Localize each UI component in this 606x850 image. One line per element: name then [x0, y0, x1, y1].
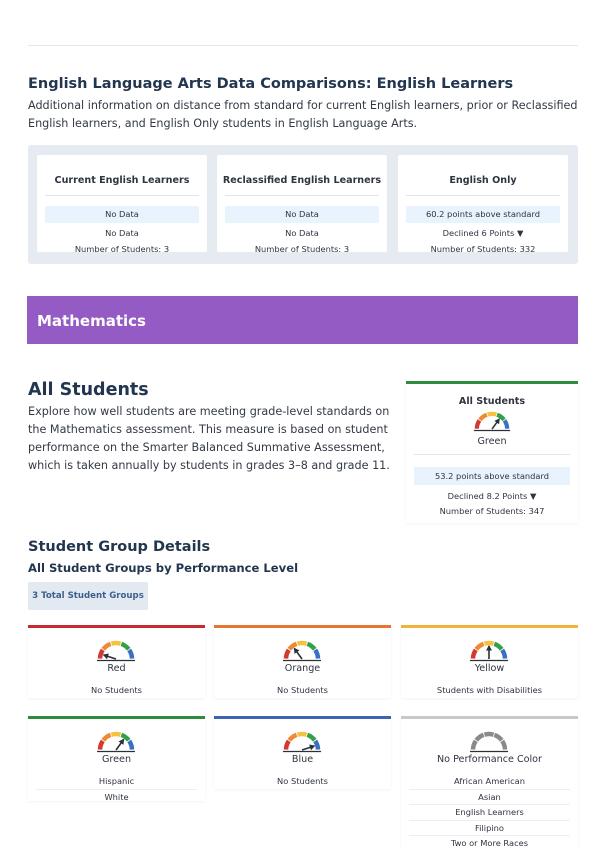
status-pill: No Data: [225, 206, 379, 223]
gauge-segment-orange: [480, 415, 487, 420]
performance-gauge-icon: [282, 729, 322, 753]
student-group-details-title: Student Group Details: [28, 539, 211, 555]
list-item: Hispanic: [36, 774, 197, 790]
comparison-card-reclassified-el: [217, 155, 387, 252]
top-divider: [28, 45, 578, 46]
gauge-segment-red: [286, 741, 289, 750]
list-item: Two or More Races: [450, 838, 529, 848]
list-item: White: [104, 791, 129, 802]
gauge-segment-orange: [476, 644, 483, 649]
comparison-card-title: English Only: [449, 175, 517, 186]
gauge-segment-blue: [315, 741, 318, 750]
performance-level-label: No Performance Color: [437, 754, 542, 765]
list-item: No Students: [277, 776, 328, 786]
gauge-segment-green: [494, 644, 501, 649]
gauge-segment-yellow: [111, 643, 120, 644]
comparison-card-title: Current English Learners: [54, 175, 190, 186]
comparison-card-english-only: [398, 155, 568, 252]
all-students-card-title: All Students: [458, 396, 526, 407]
ela-comparisons-description: Additional information on distance from standard for current English learners, prior or Reclassified English learners, and English Only students in English Language Arts.: [28, 99, 578, 130]
performance-level-label: Yellow: [474, 663, 505, 674]
gauge-segment-orange: [103, 735, 110, 740]
gauge-segment-orange: [103, 644, 110, 649]
student-count: Number of Students: 3: [254, 244, 350, 254]
list-item: Filipino: [409, 821, 570, 837]
change-text: No Data: [285, 228, 319, 238]
performance-gauge-icon: [96, 638, 136, 662]
performance-level-card-red: [28, 625, 205, 698]
divider: [45, 195, 199, 196]
student-count: Number of Students: 332: [430, 244, 536, 254]
performance-gauge-icon: [473, 409, 511, 432]
performance-level-label: Blue: [291, 754, 314, 765]
change-text: Declined 8.2 Points ▼: [447, 491, 537, 501]
ela-comparison-panel: [28, 145, 578, 264]
student-count: Number of Students: 3: [74, 244, 170, 254]
list-item: African American: [409, 774, 570, 790]
ela-comparisons-title: English Language Arts Data Comparisons: English Learners: [28, 76, 514, 92]
gauge-segment-green: [121, 735, 128, 740]
gauge-segment-orange: [289, 735, 296, 740]
performance-level-card-green: [28, 716, 205, 801]
list-item: No Students: [277, 685, 328, 695]
gauge-segment-orange: [476, 735, 483, 740]
performance-gauge-icon: [96, 729, 136, 753]
gauge-segment-green: [497, 415, 504, 420]
performance-level-card-no-color: [401, 716, 578, 850]
performance-gauge-icon: [469, 729, 509, 753]
list-item: English Learners: [409, 805, 570, 821]
comparison-card-title: Reclassified English Learners: [222, 175, 382, 186]
gauge-segment-red: [473, 741, 476, 750]
gauge-segment-green: [121, 644, 128, 649]
gauge-segment-red: [286, 650, 289, 659]
all-students-description: Explore how well students are meeting grade-level standards on the Mathematics assessment. This measure is based on student performance on the Smarter Balanced Summative Assessment, which is taken annually by students in grades 3–8 and grade 11.: [28, 405, 390, 472]
list-item: Asian: [409, 790, 570, 806]
gauge-segment-green: [307, 735, 314, 740]
divider: [414, 454, 570, 455]
gauge-segment-yellow: [484, 643, 493, 644]
gauge-segment-red: [100, 741, 103, 750]
status-pill: 53.2 points above standard: [414, 467, 570, 485]
change-text: Declined 6 Points ▼: [442, 228, 524, 238]
divider: [225, 195, 379, 196]
performance-level-card-orange: [214, 625, 391, 698]
list-item: No Students: [91, 685, 142, 695]
performance-gauge-icon: [282, 638, 322, 662]
gauge-segment-yellow: [488, 414, 497, 415]
gauge-segment-yellow: [111, 734, 120, 735]
gauge-segment-yellow: [297, 734, 306, 735]
status-pill: 60.2 points above standard: [406, 206, 560, 223]
status-pill: No Data: [45, 206, 199, 223]
performance-color-label: Green: [477, 436, 507, 447]
performance-level-card-yellow: [401, 625, 578, 698]
gauge-segment-yellow: [297, 643, 306, 644]
mathematics-banner: [27, 296, 578, 344]
total-student-groups-button[interactable]: 3 Total Student Groups: [28, 582, 148, 610]
gauge-segment-blue: [129, 741, 132, 750]
gauge-segment-blue: [505, 420, 508, 428]
performance-level-label: Orange: [284, 663, 321, 674]
mathematics-banner-title: Mathematics: [37, 312, 146, 330]
gauge-segment-blue: [315, 650, 318, 659]
gauge-segment-red: [473, 650, 476, 659]
gauge-needle-head: [486, 645, 492, 651]
gauge-segment-blue: [502, 650, 505, 659]
performance-level-label: Red: [107, 663, 126, 674]
gauge-segment-yellow: [484, 734, 493, 735]
gauge-segment-red: [477, 420, 480, 428]
change-text: No Data: [105, 228, 139, 238]
gauge-segment-orange: [289, 644, 296, 649]
gauge-segment-green: [494, 735, 501, 740]
comparison-card-current-el: [37, 155, 207, 252]
divider: [406, 195, 560, 196]
performance-gauge-icon: [469, 638, 509, 662]
performance-level-card-blue: [214, 716, 391, 789]
gauge-segment-red: [100, 650, 103, 659]
student-count: Number of Students: 347: [439, 506, 545, 516]
gauge-segment-green: [307, 644, 314, 649]
student-groups-subtitle: All Student Groups by Performance Level: [28, 561, 299, 575]
gauge-segment-blue: [129, 650, 132, 659]
all-students-card: [406, 381, 578, 523]
all-students-title: All Students: [28, 380, 149, 400]
gauge-segment-blue: [502, 741, 505, 750]
performance-level-label: Green: [101, 754, 132, 765]
list-item: Students with Disabilities: [436, 685, 543, 695]
